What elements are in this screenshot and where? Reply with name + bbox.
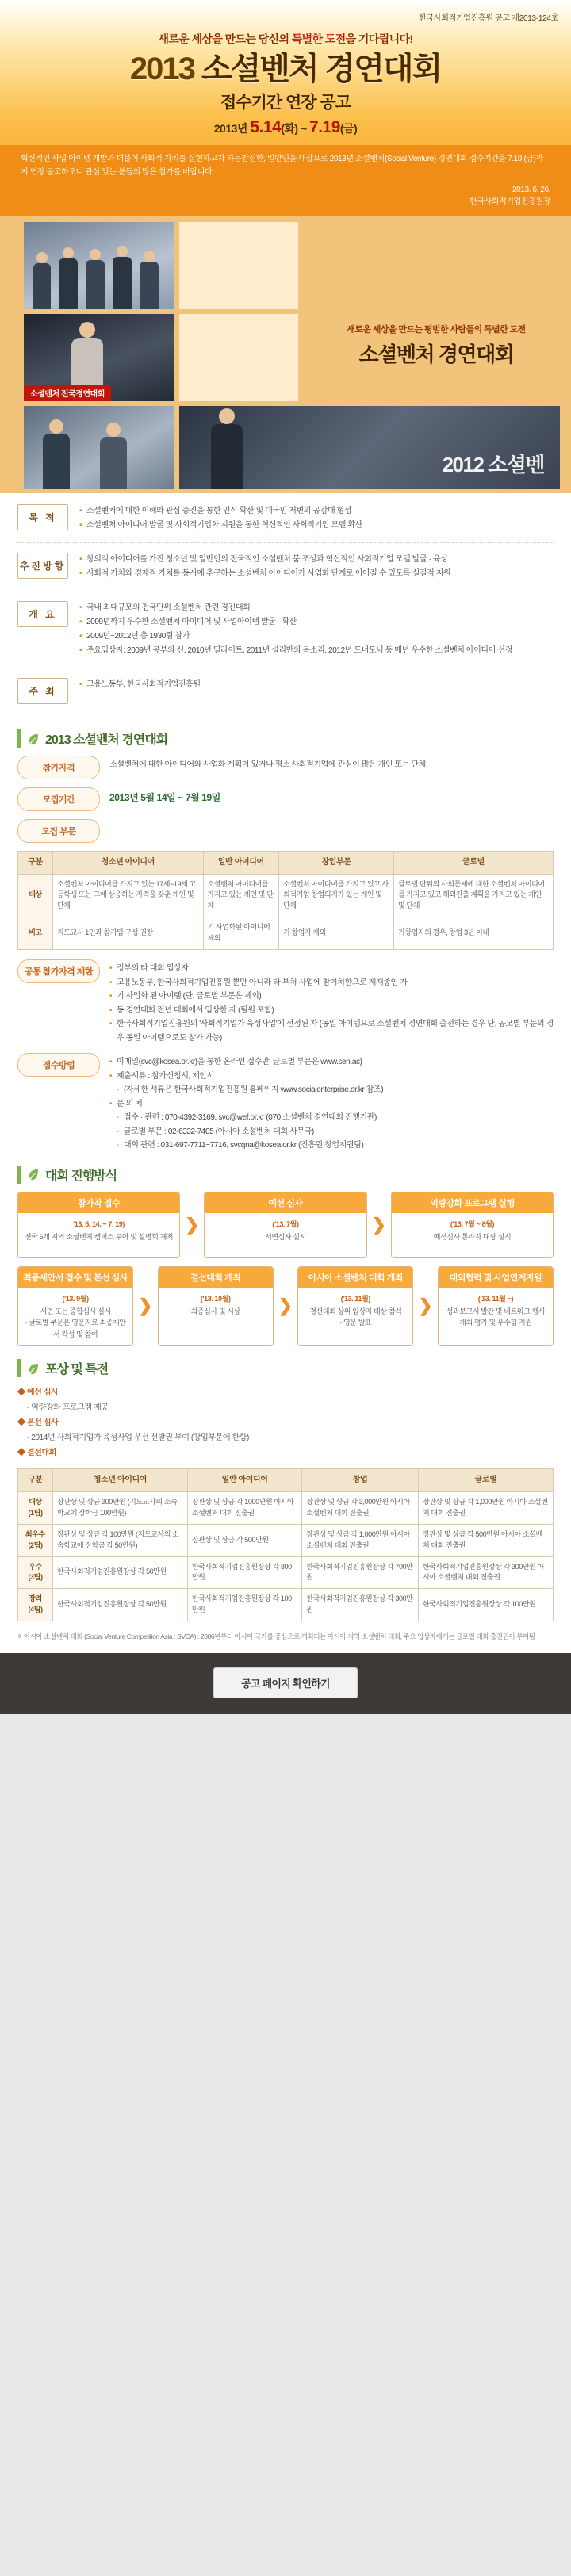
column-header: 창업 <box>302 1469 419 1492</box>
date-from-day: (화) <box>281 122 298 135</box>
table-cell: 한국사회적기업진흥원장상 각 100만원 <box>418 1589 553 1621</box>
info-item: • 주요입상자: 2009년 공부의 신, 2010년 딜라이트, 2011년 설리반의 목소리, 2012년 도너도닉 등 매년 우수한 소셜벤처 아이디어 선정 <box>79 644 554 658</box>
photo-side-line1: 새로운 세상을 만드는 평범한 사람들의 특별한 도전 <box>347 325 526 335</box>
flow-step-body <box>205 1213 366 1257</box>
table-row <box>18 1589 554 1621</box>
header-tagline <box>0 31 571 50</box>
label-eligibility: 참가자격 <box>17 756 100 779</box>
info-body <box>79 504 554 533</box>
label-period: 모집기간 <box>17 787 100 811</box>
flow-arrow-icon: ❯ <box>278 1296 293 1316</box>
flow-step-body <box>159 1288 273 1332</box>
section-title-flow <box>17 1166 554 1184</box>
flow-step-title: 예선 심사 <box>205 1192 366 1213</box>
info-label: 추진방향 <box>17 553 68 579</box>
column-header: 구분 <box>18 1469 53 1492</box>
tagline-post: 을 기다립니다! <box>345 33 413 45</box>
info-item: • 소셜벤처에 대한 이해와 관심 증진을 통한 인식 확산 및 대국민 저변의 공감대 형성 <box>79 504 554 519</box>
date-separator: ~ <box>297 122 310 135</box>
info-body <box>79 678 554 692</box>
column-header: 일반 아이디어 <box>203 852 279 875</box>
info-item: • 2009년까지 우수한 소셜벤처 아이디어 및 사업아이템 발굴 · 확산 <box>79 615 554 630</box>
table-cell: 장관상 및 상금 각 3,000만원 아시아 소셜벤처 대회 진출권 <box>302 1491 419 1524</box>
flow-step-title: 참가작 접수 <box>18 1192 179 1213</box>
flow-step <box>17 1266 133 1347</box>
table-row <box>18 917 554 950</box>
table-cell: 한국사회적기업진흥원장상 각 50만원 <box>53 1556 188 1589</box>
note-item: ※ 아시아 소셜벤처 대회 (Social Venture Competition Asia : SVCA) : 2006년부터 아시아 국가를 중심으로 개최되는 아시아 지역 소셜벤처 대회, 주요 입상자에게는 글로벌 대회 출전권이 부여됨 <box>17 1631 554 1642</box>
photo-placeholder-1 <box>179 222 298 309</box>
flow-step-date: ('13. 11월) <box>340 1294 370 1303</box>
info-row <box>17 678 554 704</box>
list-item: • 정부의 타 대회 입상자 <box>109 962 554 976</box>
flow-step <box>17 1192 180 1258</box>
flow-row-1 <box>17 1192 554 1258</box>
table-cell: 한국사회적기업진흥원장상 각 50만원 <box>53 1589 188 1621</box>
photo-ceremony <box>179 406 560 489</box>
header-signature <box>21 184 550 208</box>
table-cell: 장관상 및 상금 각 500만원 아시아 소셜벤처 대회 진출권 <box>418 1524 553 1556</box>
table-cell: 장관상 및 상금 300만원 (지도교사의 소속학교에 장학금 100만원) <box>53 1491 188 1524</box>
flow-step-desc: 서면심사 실시 <box>265 1233 306 1242</box>
flow-step <box>297 1266 413 1347</box>
row-header: 최우수 (2팀) <box>18 1524 53 1556</box>
list-item: - 글로벌 부문 : 02-6332-7405 (아시아 소셜벤처 대회 사무국) <box>109 1125 554 1139</box>
flow-title-text: 대회 진행방식 <box>45 1169 117 1183</box>
list-apply-method <box>109 1053 554 1153</box>
row-recruit-category <box>17 819 554 843</box>
info-label: 목 적 <box>17 504 68 530</box>
info-label: 주 최 <box>17 678 68 704</box>
info-body <box>79 601 554 658</box>
list-item: - (자세한 서류은 한국사회적기업진흥원 홈페이지 www.socialenterprise.or.kr 참조) <box>109 1083 554 1097</box>
recruit-table-body <box>18 874 554 950</box>
recruit-table-header-row <box>18 852 554 875</box>
list-item: - 접수 · 관련 : 070-4392-3169, svc@wef.or.kr (070 소셜벤처 경연대회 진행기관) <box>109 1111 554 1125</box>
table-cell: 기창업자의 경우, 창업 3년 이내 <box>394 917 554 950</box>
column-header: 청소년 아이디어 <box>53 852 204 875</box>
flow-step-date: '13. 5. 14. ~ 7. 19) <box>73 1219 125 1228</box>
list-item: • 이메일(svc@kosea.or.kr)을 통한 온라인 접수만, 글로벌 부문은 www.sen.ac) <box>109 1055 554 1070</box>
row-header: 우수 (3팀) <box>18 1556 53 1589</box>
photo-placeholder-2 <box>179 314 298 401</box>
table-cell: 한국사회적기업진흥원장상 각 100만원 <box>187 1589 302 1621</box>
list-item: • 고용노동부, 한국사회적기업진흥원 뿐만 아니라 타 부처 사업에 참여쳐한으로 제재종인 자 <box>109 976 554 990</box>
application-period <box>0 118 571 145</box>
table-cell: 기 사업화된 아이디어 제외 <box>203 917 279 950</box>
info-body <box>79 553 554 581</box>
list-item: • 한국사회적기업진흥원의 '사회적기업가 육성사업'에 선정된 자 (동일 아이템으로 소셜벤처 경연대회 출전하는 경우 단, 공모별 부문의 경우 동일 아이템으로도 참가 가능) <box>109 1017 554 1045</box>
info-item: • 사회적 가치와 경제적 가치를 동시에 추구하는 소셜벤처 아이디어가 사업화 단계로 이어질 수 있도록 실질적 지원 <box>79 567 554 581</box>
table-cell: 지도교사 1인과 참가팀 구성 권장 <box>53 917 204 950</box>
date-from: 5.14 <box>250 118 282 136</box>
sign-date: 2013. 6. 26. <box>512 186 550 194</box>
flow-diagram <box>17 1192 554 1347</box>
row-eligibility <box>17 756 554 779</box>
list-restrictions <box>109 959 554 1045</box>
awards-table <box>17 1468 554 1621</box>
list-item: - 대회 관련 : 031-697-7711~7716, svcqna@kosea.or.kr (진흥원 창업지원팀) <box>109 1139 554 1153</box>
flow-step-desc: 서면 또는 중합심사 실시 · 글로벌 부문은 영문자료 최종제안서 작성 및 참여 <box>25 1307 126 1338</box>
table-cell: 장관상 및 상금 각 500만원 <box>187 1524 302 1556</box>
award-group-title: ◆ 본선 심사 <box>17 1418 59 1428</box>
flow-step <box>391 1192 554 1258</box>
info-row <box>17 504 554 533</box>
photo-caption: 소셜벤처 전국경연대회 <box>24 385 111 401</box>
view-notice-button[interactable]: 공고 페이지 확인하기 <box>213 1667 357 1698</box>
table-row <box>18 1556 554 1589</box>
date-to: 7.19 <box>309 118 340 136</box>
flow-step-date: ('13. 7월) <box>272 1219 299 1228</box>
photo-side-text <box>317 323 555 368</box>
info-item: • 창의적 아이디어를 가진 청소년 및 일반인의 전국적인 소셜벤처 붐 조성과 혁신적인 사회적기업 모델 발굴 · 육성 <box>79 553 554 567</box>
column-header: 일반 아이디어 <box>187 1469 302 1492</box>
flow-arrow-icon: ❯ <box>185 1214 200 1234</box>
flow-step <box>204 1192 366 1258</box>
info-item: • 국내 최대규모의 전국단위 소셜벤처 관련 경진대회 <box>79 601 554 615</box>
table-cell: 장관상 및 상금 각 1,000만원 아시아 소셜벤처 대회 진출권 <box>418 1491 553 1524</box>
list-item: • 문 의 처 <box>109 1097 554 1112</box>
flow-step-body <box>18 1213 179 1257</box>
list-item: • 동 경연대회 전년 대회에서 입상한 자 (팀원 포함) <box>109 1004 554 1018</box>
leaf-icon <box>27 733 40 745</box>
award-group-title: ◆ 결선대회 <box>17 1449 57 1458</box>
flow-step <box>158 1266 274 1347</box>
table-cell: 기 창업자 제외 <box>279 917 394 950</box>
awards-title-text: 포상 및 특전 <box>45 1363 109 1377</box>
info-rows <box>17 504 554 704</box>
recruit-table <box>17 851 554 950</box>
divider <box>17 542 554 543</box>
awards-table-body <box>18 1491 554 1621</box>
flow-step-title: 대외협력 및 사업연계지원 <box>439 1267 553 1288</box>
text-period: 2013년 5월 14일 ~ 7월 19일 <box>109 792 220 803</box>
table-cell: 장관상 및 상금 각 100만원 (지도교사의 소속학교에 장학금 각 50만원) <box>53 1524 188 1556</box>
column-header: 청소년 아이디어 <box>53 1469 188 1492</box>
column-header: 창업부문 <box>279 852 394 875</box>
row-restrictions <box>17 959 554 1045</box>
row-header: 대상 (1팀) <box>18 1491 53 1524</box>
table-row <box>18 1491 554 1524</box>
award-group-detail: - 역량강화 프로그램 제공 <box>27 1403 109 1413</box>
flow-row-2 <box>17 1266 554 1347</box>
flow-step-body <box>439 1288 553 1334</box>
title-main: 소셜벤처 경연대회 <box>201 52 442 86</box>
text-eligibility: 소셜벤처에 대한 아이디어와 사업화 계획이 있거나 평소 사회적기업에 관심이 많은 개인 또는 단체 <box>109 760 426 769</box>
flow-arrow-icon: ❯ <box>418 1296 433 1316</box>
flow-step <box>438 1266 554 1347</box>
awards-notes <box>17 1631 554 1642</box>
leaf-icon-flow <box>27 1168 40 1181</box>
page-subtitle: 접수기간 연장 공고 <box>220 94 351 112</box>
flow-step-title: 결선대회 개최 <box>159 1267 273 1288</box>
label-recruit-category: 모집 부문 <box>17 819 100 843</box>
row-apply-method <box>17 1053 554 1153</box>
flow-step-body <box>392 1213 553 1257</box>
section-title-awards <box>17 1359 554 1377</box>
table-row <box>18 1524 554 1556</box>
list-item: • 기 사업화 된 아이템 (단, 글로벌 부문은 제외) <box>109 989 554 1004</box>
flow-step-body <box>18 1288 132 1346</box>
tagline-pre: 새로운 세상을 만드는 당신의 <box>158 33 292 45</box>
apply-ul <box>109 1055 554 1153</box>
info-item: • 2009년~2012년 총 1930팀 참가 <box>79 630 554 644</box>
page-header <box>0 0 571 216</box>
sign-org: 한국사회적기업진흥원장 <box>469 197 550 206</box>
flow-step-date: ('13. 9월) <box>62 1294 89 1303</box>
info-row <box>17 553 554 581</box>
info-label: 개 요 <box>17 601 68 627</box>
table-cell: 장관상 및 상금 각 1,000만원 아시아 소셜벤처 대회 진출권 <box>302 1524 419 1556</box>
award-group-title: ◆ 예선 심사 <box>17 1388 59 1398</box>
flow-step-title: 아시아 소셜벤처 대회 개최 <box>298 1267 412 1288</box>
column-header: 글로벌 <box>418 1469 553 1492</box>
flow-arrow-icon: ❯ <box>371 1214 386 1234</box>
leaf-icon-awards <box>27 1362 40 1375</box>
flow-step-body <box>298 1288 412 1334</box>
page-footer <box>0 1653 571 1714</box>
table-cell: 장관상 및 상금 각 1000만원 아시아 소셜벤처 대회 진출권 <box>187 1491 302 1524</box>
table-cell: 한국사회적기업진흥원장상 각 700만원 <box>302 1556 419 1589</box>
photo-stage <box>24 314 174 401</box>
flow-step-desc: 결선대회 상위 입상자 대상 참석 · 영문 발표 <box>309 1307 402 1327</box>
table-cell: 한국사회적기업진흥원장상 각 300만원 아시아 소셜벤처 대회 진출권 <box>418 1556 553 1589</box>
table-cell: 소셜벤처 아이디어를 가지고 있는 17세~19세 고등학생 또는 그에 상응하는 자격을 갖춘 개인 및 단체 <box>53 874 204 917</box>
section-title-text: 2013 소셜벤처 경연대회 <box>45 733 168 747</box>
row-header: 장려 (4팀) <box>18 1589 53 1621</box>
section-title-contest <box>17 729 554 748</box>
table-cell: 한국사회적기업진흥원장상 각 300만원 <box>187 1556 302 1589</box>
page-title <box>0 50 571 90</box>
notice-number: 한국사회적기업진흥원 공고 제2013-124호 <box>419 14 558 23</box>
awards-list <box>17 1385 554 1460</box>
header-body <box>0 145 571 216</box>
overview-section <box>0 493 571 717</box>
column-header: 글로벌 <box>394 852 554 875</box>
photo-side-line2: 소셜벤처 경연대회 <box>358 343 514 366</box>
flow-step-desc: 최종심사 및 시상 <box>190 1307 240 1316</box>
label-restrictions: 공통 참가자격 제한 <box>17 959 100 983</box>
flow-step-desc: 전국 5개 지역 소셜벤처 캠퍼스 투어 및 설명회 개최 <box>24 1233 174 1242</box>
flow-step-desc: 예선심사 통과자 대상 실시 <box>433 1233 512 1242</box>
photo-group-award <box>24 222 174 309</box>
table-cell: 글로벌 단위의 사회문제에 대한 소셜벤처 아이디어를 가지고 있고 해외진출 계획을 가지고 있는 개인 및 단체 <box>394 874 554 917</box>
photo-audience <box>24 406 174 489</box>
date-prefix: 2013년 <box>213 122 251 135</box>
flow-step-date: ('13. 11월 ~) <box>477 1294 514 1303</box>
flow-arrow-icon: ❯ <box>138 1296 153 1316</box>
flow-step-desc: 성과보고서 발간 및 네트워크 행사 개최 평가 및 우수팀 지원 <box>446 1307 546 1327</box>
flow-step-title: 최종세안서 접수 및 본선 심사 <box>18 1267 132 1288</box>
date-to-day: (금) <box>339 122 358 135</box>
restrictions-ul <box>109 962 554 1045</box>
info-item: • 소셜벤처 아이디어 발굴 및 사회적기업화 지원을 통한 혁신적인 사회적기업 모델 확산 <box>79 519 554 533</box>
title-year: 2013 <box>129 52 194 86</box>
row-header: 비고 <box>18 917 53 950</box>
table-cell: 소셜벤처 아이디어를 가지고 있는 개인 및 단체 <box>203 874 279 917</box>
table-row <box>18 874 554 917</box>
table-cell: 소셜벤처 아이디어를 가지고 있고 사회적기업 창업의지가 있는 개인 및 단체 <box>279 874 394 917</box>
award-group-detail: - 2014년 사회적기업가 육성사업 우선 선발권 부여 (창업부문에 한함) <box>27 1433 249 1443</box>
flow-step-date: ('13. 7월 ~ 8월) <box>450 1219 495 1228</box>
label-apply-method: 접수방법 <box>17 1053 100 1077</box>
row-period <box>17 787 554 811</box>
flow-step-date: ('13. 10월) <box>200 1294 231 1303</box>
header-body-text: 혁신적인 사업 아이템 개발과 더불어 사회적 가치를 실현하고자 하는참신한, 일반인을 대상으로 2013년 소셜벤처(Social Venture) 경연대회 접수기간을 7.19.(금)까지 연장 공고하오니 관심 있는 분들의 많은 참가를 바랍니다. <box>21 155 543 177</box>
photo-watermark: 2012 소셜벤 <box>442 453 544 477</box>
table-cell: 한국사회적기업진흥원장상 각 300만원 <box>302 1589 419 1621</box>
flow-step-title: 역량강화 프로그램 실행 <box>392 1192 553 1213</box>
info-item: • 고용노동부, 한국사회적기업진흥원 <box>79 678 554 692</box>
photo-strip <box>0 216 571 493</box>
row-header: 대상 <box>18 874 53 917</box>
list-item: • 제출서류 : 참가신청서, 제안서 <box>109 1070 554 1084</box>
info-row <box>17 601 554 658</box>
tagline-emphasis: 특별한 도전 <box>291 33 346 45</box>
column-header: 구분 <box>18 852 53 875</box>
awards-table-header-row <box>18 1469 554 1492</box>
